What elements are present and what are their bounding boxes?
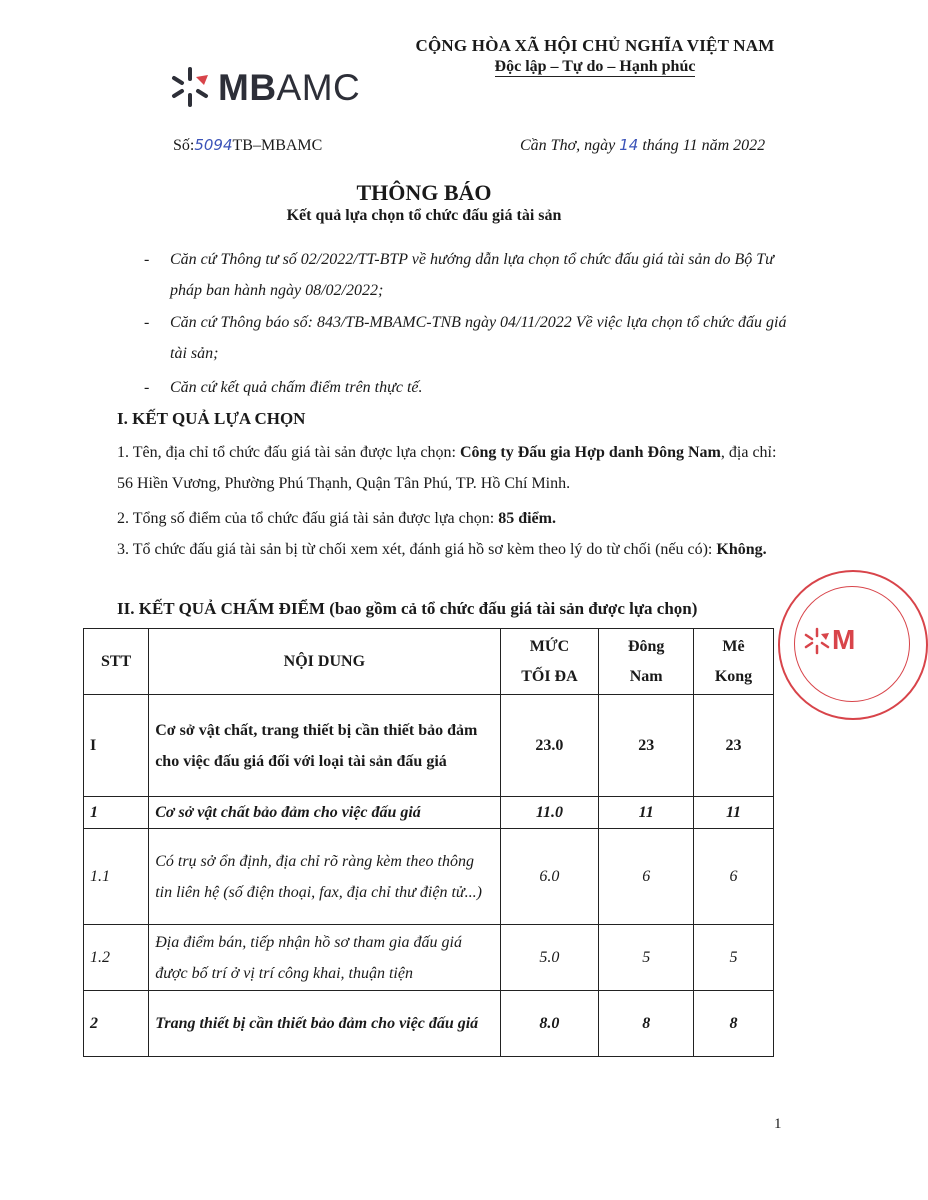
nation-name: CỘNG HÒA XÃ HỘI CHỦ NGHĨA VIỆT NAM <box>415 36 775 55</box>
table-row: 1.1 Có trụ sở ổn định, địa chỉ rõ ràng kèm theo thông tin liên hệ (số điện thoại, fax, địa chỉ thư điện tử...) 6.0 6 6 <box>84 829 774 925</box>
score-table <box>83 628 774 1057</box>
document-date: Cần Thơ, ngày 14 tháng 11 năm 2022 <box>520 136 766 154</box>
company-logo <box>168 62 378 112</box>
document-title: THÔNG BÁO <box>356 180 492 205</box>
header-me-kong: Mê Kong <box>694 629 774 695</box>
table-row: I Cơ sở vật chất, trang thiết bị cần thiết bảo đảm cho việc đấu giá đối với loại tài sản đấu giá 23.0 23 23 <box>84 695 774 797</box>
document-number: Số:5094TB–MBAMC <box>173 136 323 154</box>
handwritten-day: 14 <box>619 136 639 154</box>
section-heading: I. KẾT QUẢ LỰA CHỌN <box>117 409 306 428</box>
header-dong-nam: Đông Nam <box>599 629 694 695</box>
nation-motto: Độc lập – Tự do – Hạnh phúc <box>494 58 696 75</box>
handwritten-number: 5094 <box>194 136 233 154</box>
company-seal-icon: M <box>778 570 928 720</box>
table-row: 1.2 Địa điểm bán, tiếp nhận hồ sơ tham gia đấu giá được bố trí ở vị trí công khai, thuận tiện 5.0 5 5 <box>84 925 774 991</box>
table-header-row <box>84 629 774 695</box>
result-paragraph-3: 3. Tổ chức đấu giá tài sản bị từ chối xem xét, đánh giá hồ sơ kèm theo lý do từ chối (nếu có): Không. <box>117 541 767 558</box>
citation-item: - Căn cứ kết quả chấm điểm trên thực tế. <box>144 379 423 396</box>
citation-item: - Căn cứ Thông tư số 02/2022/TT-BTP về hướng dẫn lựa chọn tổ chức đấu giá tài sản do Bộ Tư pháp ban hành ngày 08/02/2022; <box>144 251 774 299</box>
header-content: NỘI DUNG <box>149 629 500 695</box>
page-number: 1 <box>774 1116 782 1132</box>
logo-wordmark: MBAMC <box>218 66 361 108</box>
header-max: MỨC TỐI ĐA <box>500 629 599 695</box>
table-row: 2 Trang thiết bị cần thiết bảo đảm cho việc đấu giá 8.0 8 8 <box>84 991 774 1057</box>
table-row: 1 Cơ sở vật chất bảo đảm cho việc đấu giá 11.0 11 11 <box>84 797 774 829</box>
result-paragraph-2: 2. Tổng số điểm của tổ chức đấu giá tài sản được lựa chọn: 85 điểm. <box>117 510 556 527</box>
header-stt: STT <box>84 629 149 695</box>
section-heading: II. KẾT QUẢ CHẤM ĐIỂM (bao gồm cả tổ chức đấu giá tài sản được lựa chọn) <box>117 599 698 618</box>
national-header <box>400 36 790 76</box>
mbamc-star-logo-icon <box>168 65 212 109</box>
citation-item: - Căn cứ Thông báo số: 843/TB-MBAMC-TNB ngày 04/11/2022 Về việc lựa chọn tổ chức đấu giá tài sản; <box>144 314 787 362</box>
result-paragraph-1: 1. Tên, địa chỉ tổ chức đấu giá tài sản được lựa chọn: Công ty Đấu gia Hợp danh Đông Nam, địa chỉ: 56 Hiền Vương, Phường Phú Thạnh, Quận Tân Phú, TP. Hồ Chí Minh. <box>117 444 777 492</box>
document-subtitle: Kết quả lựa chọn tổ chức đấu giá tài sản <box>286 207 562 224</box>
